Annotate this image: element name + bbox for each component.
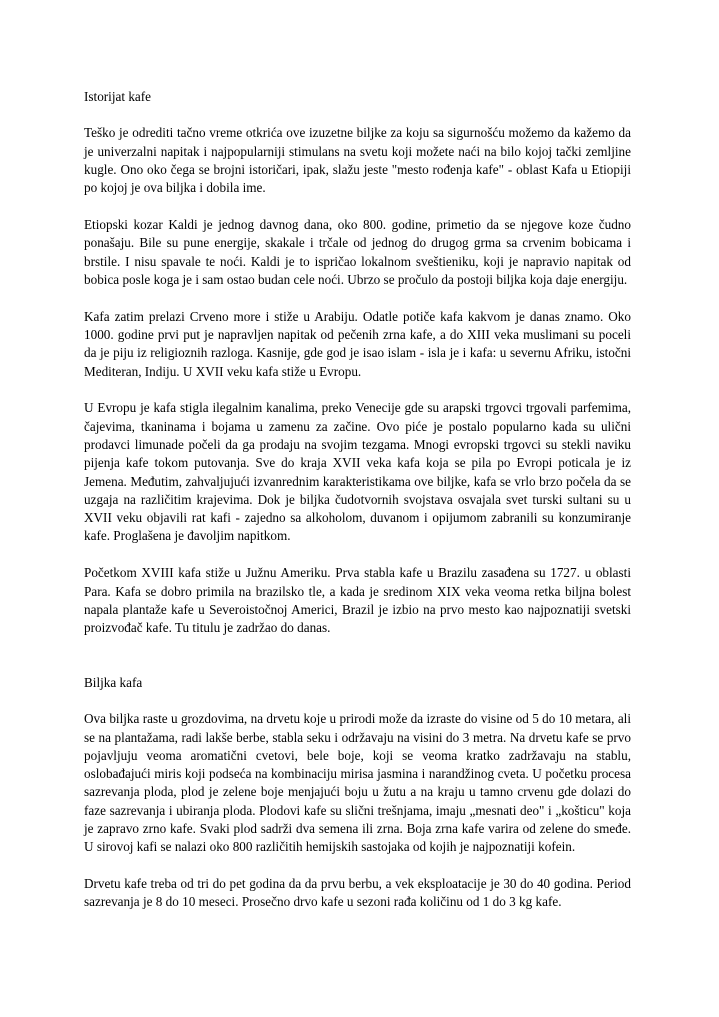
section-coffee-history <box>84 88 631 637</box>
paragraph: Teško je odrediti tačno vreme otkrića ove izuzetne biljke za koju sa sigurnošću možemo da kažemo da je univerzalni napitak i najpopularniji stimulans na svetu koji možete naći na bilo kojoj tački zemljine kugle. Ono oko čega se brojni istoričari, ipak, slažu jeste "mesto rođenja kafe" - oblast Kafa u Etiopiji po kojoj je ova biljka i dobila ime. <box>84 125 631 196</box>
paragraph: Početkom XVIII kafa stiže u Južnu Ameriku. Prva stabla kafe u Brazilu zasađena su 1727. u oblasti Para. Kafa se dobro primila na brazilsko tle, a kada je sredinom XIX veka veoma retka biljna bolest napala plantaže kafe u Severoistočnoj Americi, Brazil je izbio na prvo mesto kao najpoznatiji svetski proizvođač kafe. Tu titulu je zadržao do danas. <box>84 565 631 636</box>
section-heading: Istorijat kafe <box>84 89 152 104</box>
paragraph: U Evropu je kafa stigla ilegalnim kanalima, preko Venecije gde su arapski trgovci trgovali parfemima, čajevima, tkaninama i bojama u zamenu za začine. Ovo piće je postalo popularno kada su ulični prodavci limunade počeli da ga prodaju na svojim tezgama. Mnogi evropski trgovci su stekli naviku pijenja kafe tokom putovanja. Sve do kraja XVII veka kafa koja se pila po Evropi poticala je iz Jemena. Međutim, zahvaljujući izvanrednim karakteristikama ove biljke, kafa se vrlo brzo počela da se uzgaja na različitim krajevima. Dok je biljka čudotvornih svojstava osvajala svet turski sultani su u XVII veku objavili rat kafi - zajedno sa alkoholom, duvanom i opijumom zabranili su konzumiranje kafe. Proglašena je đavoljim napitkom. <box>84 400 631 544</box>
paragraph: Kafa zatim prelazi Crveno more i stiže u Arabiju. Odatle potiče kafa kakvom je danas znamo. Oko 1000. godine prvi put je napravljen napitak od pečenih zrna kafe, a do XIII veka muslimani su poceli da je piju iz religioznih razloga. Kasnije, gde god je isao islam - isla je i kafa: u severnu Afriku, istočni Mediteran, Indiju. U XVII veku kafa stiže u Evropu. <box>84 308 631 379</box>
section-coffee-plant <box>84 674 631 912</box>
paragraph: Etiopski kozar Kaldi je jednog davnog dana, oko 800. godine, primetio da se njegove koze čudno ponašaju. Bile su pune energije, skakale i trčale od jednog do drugog grma sa crvenim bobicama i brstile. I nisu spavale te noći. Kaldi je to ispričao lokalnom sveštieniku, koji je napravio napitak od bobica posle koga je i sam ostao budan cele noći. Ubrzo se pročulo da postoji biljka koja daje energiju. <box>84 216 631 287</box>
paragraph: Drvetu kafe treba od tri do pet godina da da prvu berbu, a vek eksploatacije je 30 do 40 godina. Period sazrevanja je 8 do 10 meseci. Prosečno drvo kafe u sezoni rađa količinu od 1 do 3 kg kafe. <box>84 876 631 910</box>
document-body <box>84 88 631 930</box>
section-heading: Biljka kafa <box>84 674 143 690</box>
paragraph: Ova biljka raste u grozdovima, na drvetu koje u prirodi može da izraste do visine od 5 do 10 metara, ali se na plantažama, radi lakše berbe, stabla seku i održavaju na visini do 3 metra. Na drvetu kafe se prvo pojavljuju veoma aromatični cvetovi, bele boje, koji se veoma kratko zadržavaju na stablu, oslobađajući miris koji podseća na kombinaciju mirisa jasmina i narandžinog cveta. U početku procesa sazrevanja ploda, plod je zelene boje menjajući boju u žutu a na kraju u tamno crvenu gde dolazi do faze sazrevanja i ubiranja ploda. Plodovi kafe su slični trešnjama, imaju „mesnati deo" i „košticu" koja je zapravo zrno kafe. Svaki plod sadrži dva semena ili zrna. Boja zrna kafe varira od zelene do smeđe. U sirovoj kafi se nalazi oko 800 različitih hemijskih sastojaka od kojih je najpoznatiji kofein. <box>84 711 631 855</box>
section-spacer <box>84 656 631 674</box>
